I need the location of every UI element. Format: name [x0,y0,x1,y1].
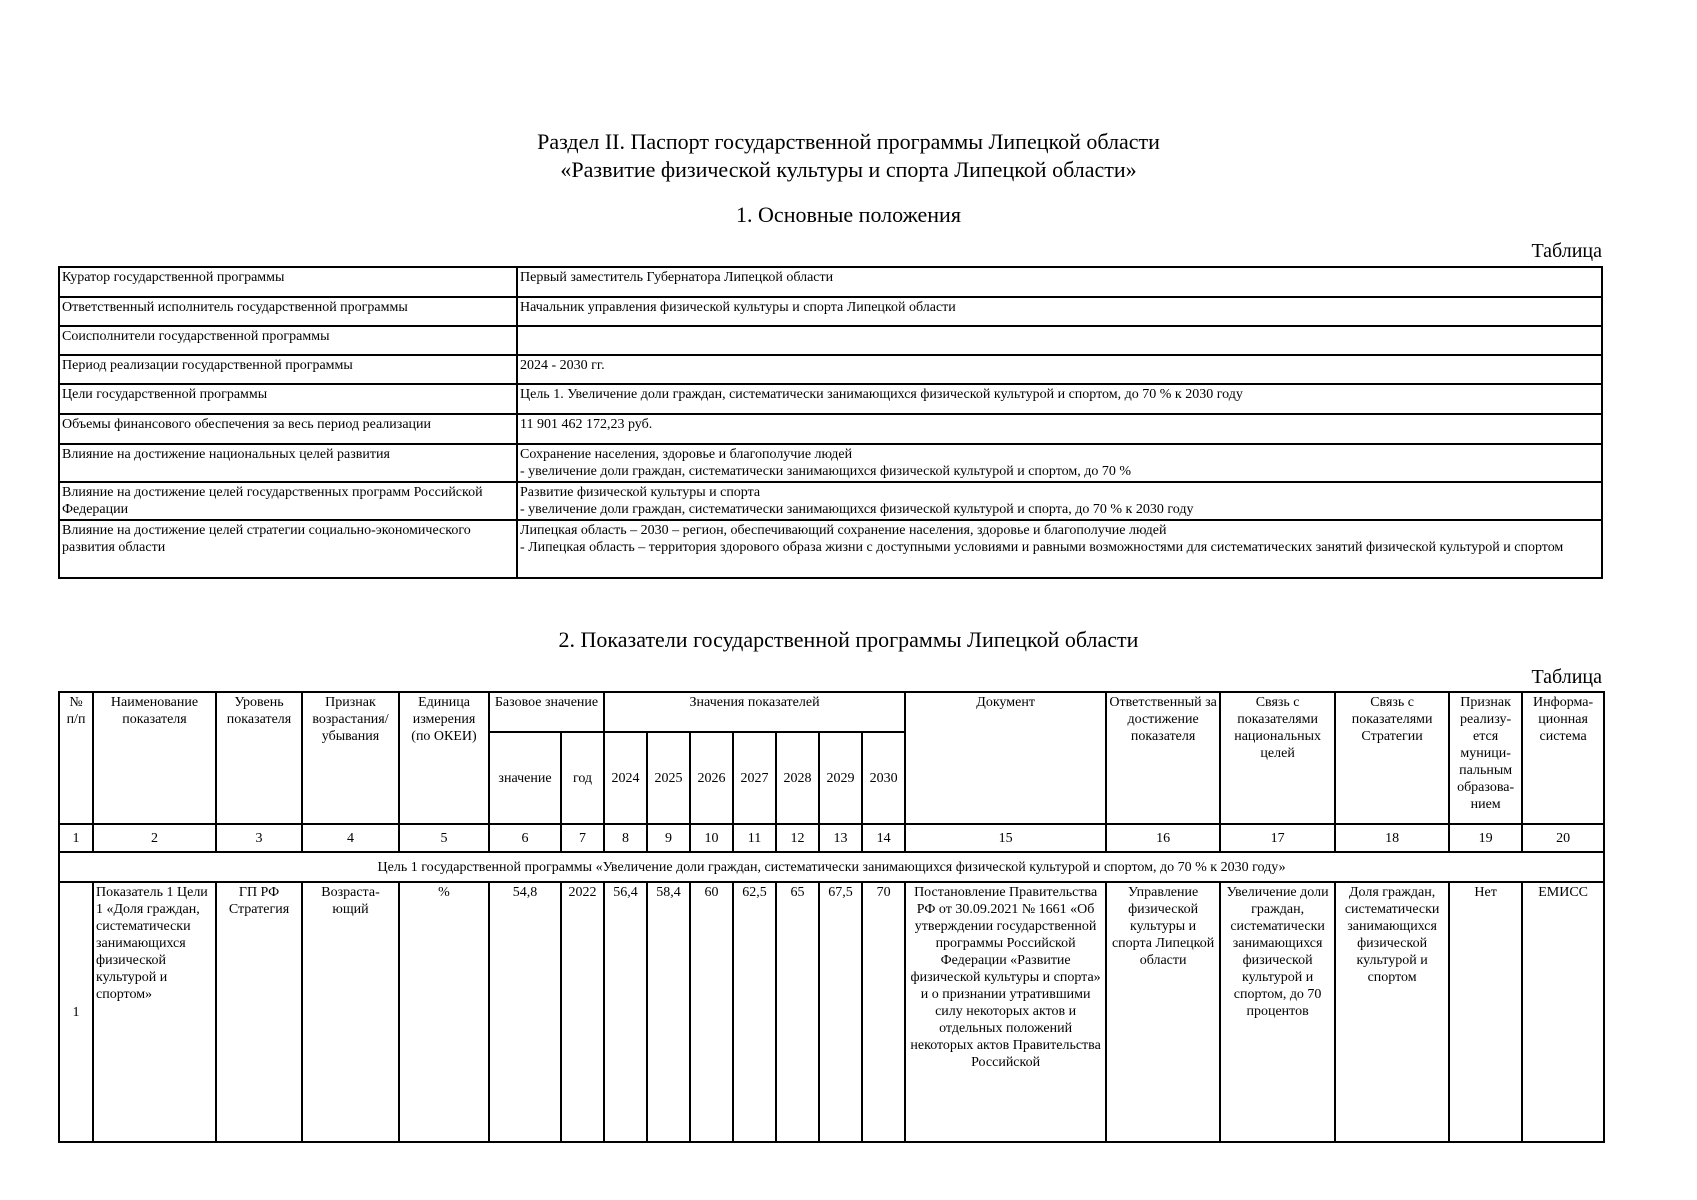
goal-text: Цель 1 государственной программы «Увеличение доли граждан, систематически занимающихся физической культурой и спортом, до 70 % к 2030 году» [59,852,1604,882]
column-number: 3 [216,824,302,852]
table-row [59,520,1602,578]
row-base-value: 54,8 [489,882,561,1142]
row-value: 60 [690,882,733,1142]
row-value: 67,5 [819,882,862,1142]
passport-key: Объемы финансового обеспечения за весь период реализации [59,414,517,444]
column-number-row [59,824,1604,852]
passport-value: 2024 - 2030 гг. [517,355,1602,384]
header-info: Информа-ционная система [1522,692,1604,824]
column-number: 12 [776,824,819,852]
passport-key: Влияние на достижение целей стратегии социально-экономического развития области [59,520,517,578]
column-number: 13 [819,824,862,852]
passport-key: Период реализации государственной программы [59,355,517,384]
table-label: Таблица [1531,240,1602,262]
passport-value-line: - увеличение доли граждан, систематически занимающихся физической культурой и спортом, до 70 % [520,464,1132,479]
row-level-line: Стратегия [228,902,290,917]
passport-value [517,482,1602,520]
table-row [59,384,1602,414]
header-unit: Единица измерения (по ОКЕИ) [399,692,489,824]
passport-value [517,520,1602,578]
row-link-national: Увеличение доли граждан, систематически занимающихся физической культурой и спортом, до 70 процентов [1220,882,1335,1142]
header-year: 2029 [819,732,862,824]
column-number: 1 [59,824,93,852]
table-row [59,882,1604,1142]
column-number: 20 [1522,824,1604,852]
row-responsible: Управление физической культуры и спорта Липецкой области [1106,882,1220,1142]
goal-row [59,852,1604,882]
column-number: 15 [905,824,1106,852]
column-number: 19 [1449,824,1522,852]
row-name: Показатель 1 Цели 1 «Доля граждан, систематически занимающихся физической культурой и спортом» [93,882,216,1142]
row-municipal: Нет [1449,882,1522,1142]
column-number: 17 [1220,824,1335,852]
row-link-strategy: Доля граждан, систематически занимающихся физической культурой и спортом [1335,882,1449,1142]
header-link-strategy: Связь с показателями Стратегии [1335,692,1449,824]
indicators-table [58,691,1605,1143]
header-base-value: значение [489,732,561,824]
row-unit: % [399,882,489,1142]
passport-value: Цель 1. Увеличение доли граждан, систематически занимающихся физической культурой и спортом, до 70 % к 2030 году [517,384,1602,414]
passport-key: Куратор государственной программы [59,267,517,297]
header-link-national: Связь с показателями национальных целей [1220,692,1335,824]
column-number: 14 [862,824,905,852]
header-year: 2027 [733,732,776,824]
column-number: 9 [647,824,690,852]
table-row [59,297,1602,326]
header-year: 2025 [647,732,690,824]
header-responsible: Ответственный за достижение показателя [1106,692,1220,824]
section1-heading: 1. Основные положения [736,202,961,227]
document-title-line1: Раздел II. Паспорт государственной программы Липецкой области [537,129,1160,154]
column-number: 2 [93,824,216,852]
row-value: 65 [776,882,819,1142]
passport-value: Начальник управления физической культуры и спорта Липецкой области [517,297,1602,326]
passport-key: Соисполнители государственной программы [59,326,517,355]
table-row [59,355,1602,384]
column-number: 11 [733,824,776,852]
passport-value [517,444,1602,482]
header-row [59,692,1604,732]
passport-key: Влияние на достижение целей государственных программ Российской Федерации [59,482,517,520]
row-base-year: 2022 [561,882,604,1142]
row-value: 62,5 [733,882,776,1142]
column-number: 7 [561,824,604,852]
column-number: 10 [690,824,733,852]
row-trend: Возраста-ющий [302,882,399,1142]
row-document: Постановление Правительства РФ от 30.09.2021 № 1661 «Об утверждении государственной программы Российской Федерации «Развитие физической культуры и спорта» и о признании утратившими силу некоторых актов и отдельных положений некоторых актов Правительства Российской [905,882,1106,1142]
passport-value-line: - увеличение доли граждан, систематически занимающихся физической культурой и спорта, до 70 % к 2030 году [520,502,1194,517]
header-base-year: год [561,732,604,824]
column-number: 8 [604,824,647,852]
row-value: 56,4 [604,882,647,1142]
row-info: ЕМИСС [1522,882,1604,1142]
column-number: 18 [1335,824,1449,852]
passport-value: 11 901 462 172,23 руб. [517,414,1602,444]
header-year: 2030 [862,732,905,824]
table-row [59,482,1602,520]
row-value: 58,4 [647,882,690,1142]
table-row [59,444,1602,482]
header-trend: Признак возрастания/ убывания [302,692,399,824]
passport-key: Ответственный исполнитель государственной программы [59,297,517,326]
header-year: 2028 [776,732,819,824]
row-level [216,882,302,1142]
column-number: 4 [302,824,399,852]
column-number: 6 [489,824,561,852]
table-row [59,414,1602,444]
row-value: 70 [862,882,905,1142]
header-municipal: Признак реализу-ется муници-пальным образова-нием [1449,692,1522,824]
section2-heading: 2. Показатели государственной программы Липецкой области [558,627,1139,652]
table-label: Таблица [1531,666,1602,688]
header-year: 2026 [690,732,733,824]
passport-value-line: - Липецкая область – территория здорового образа жизни с доступными условиями и равными возможностями для систематических занятий физической культурой и спортом [520,540,1564,555]
table-row [59,267,1602,297]
header-values: Значения показателей [604,692,905,732]
document-title-line2: «Развитие физической культуры и спорта Липецкой области» [560,157,1137,182]
passport-value-line: Развитие физической культуры и спорта [520,485,761,500]
header-year: 2024 [604,732,647,824]
header-base: Базовое значение [489,692,604,732]
header-num: № п/п [59,692,93,824]
header-name: Наименование показателя [93,692,216,824]
header-document: Документ [905,692,1106,824]
passport-value [517,326,1602,355]
table-row [59,326,1602,355]
column-number: 16 [1106,824,1220,852]
passport-key: Влияние на достижение национальных целей развития [59,444,517,482]
header-level: Уровень показателя [216,692,302,824]
passport-table [58,266,1603,579]
passport-value-line: Сохранение населения, здоровье и благополучие людей [520,447,853,462]
row-level-line: ГП РФ [238,885,280,900]
passport-key: Цели государственной программы [59,384,517,414]
row-num: 1 [59,882,93,1142]
passport-value: Первый заместитель Губернатора Липецкой области [517,267,1602,297]
passport-value-line: Липецкая область – 2030 – регион, обеспечивающий сохранение населения, здоровье и благополучие людей [520,523,1167,538]
column-number: 5 [399,824,489,852]
